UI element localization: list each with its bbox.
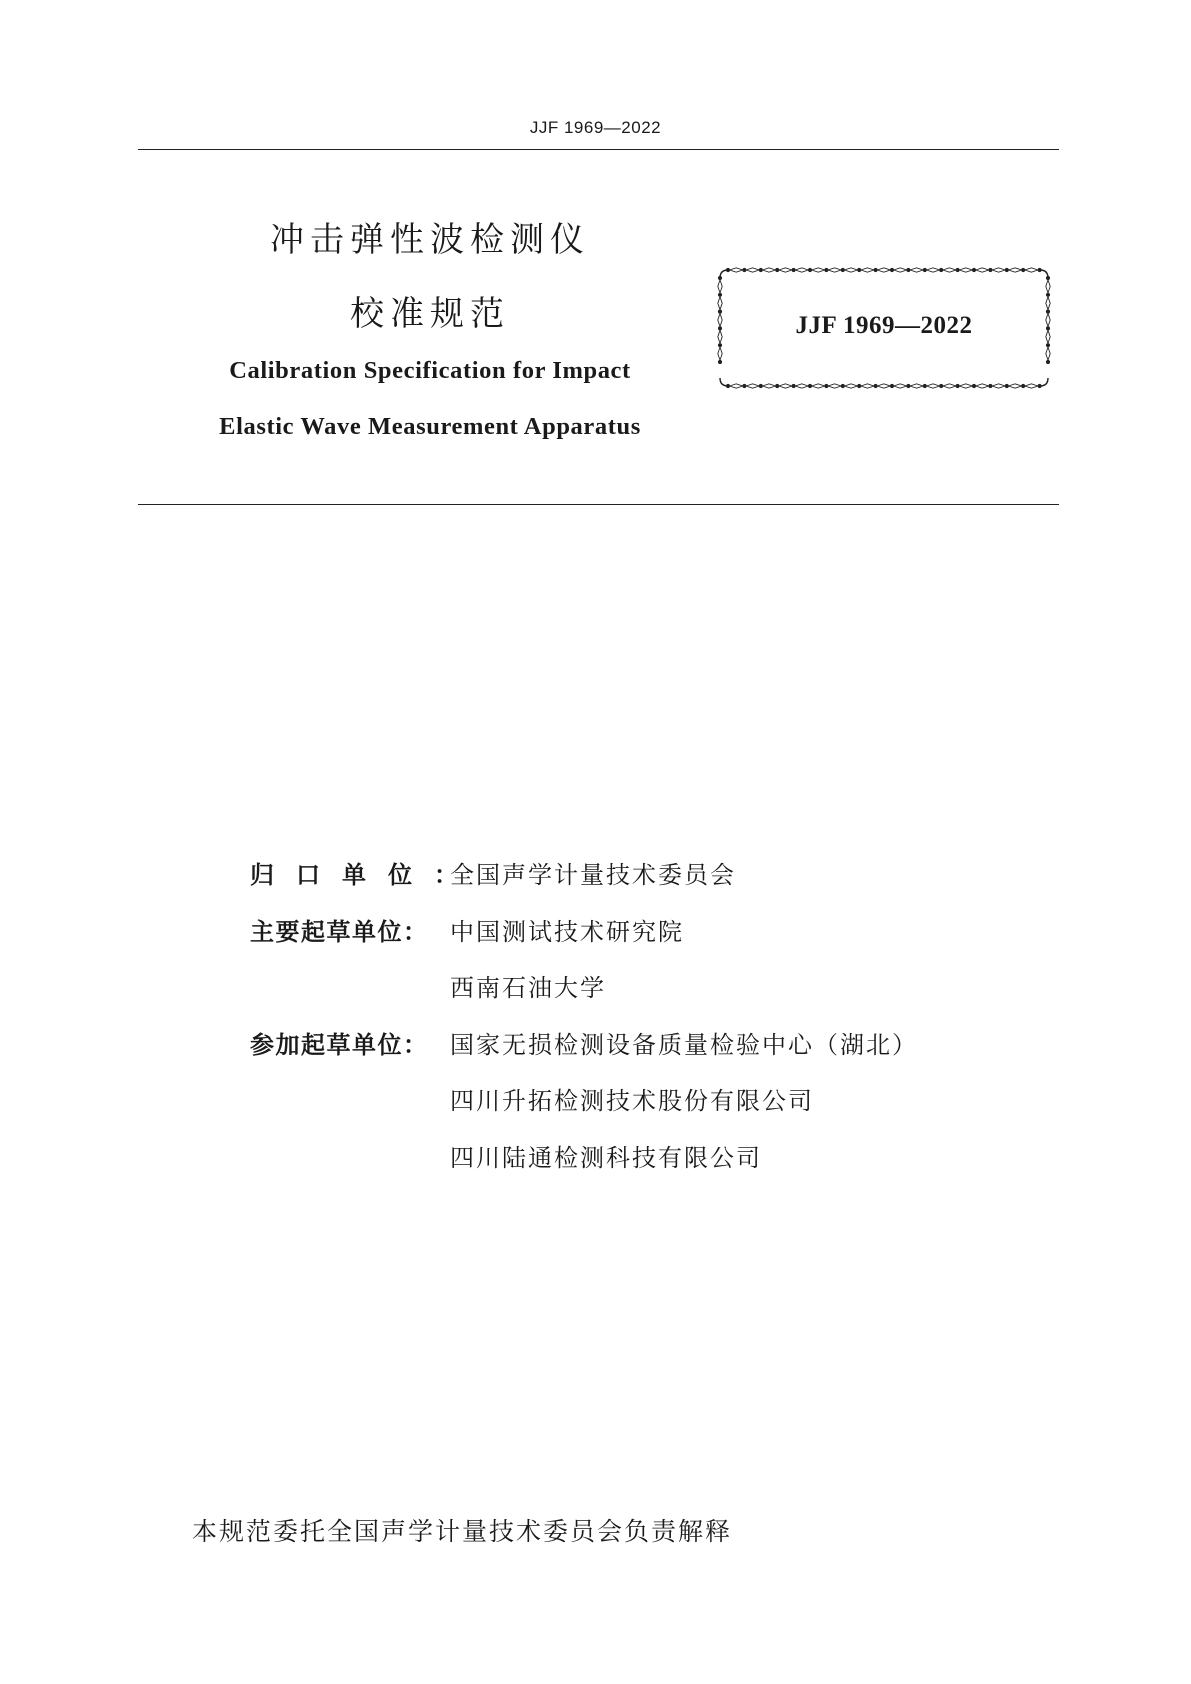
org-row-participating-cont-1 — [250, 1081, 1050, 1138]
org-label: 主要起草单位： — [250, 917, 429, 946]
org-value: 西南石油大学 — [450, 974, 606, 1002]
org-row-participating-cont-2 — [250, 1138, 1050, 1195]
org-value: 中国测试技术研究院 — [450, 917, 684, 946]
title-english-line-2: Elastic Wave Measurement Apparatus — [219, 413, 641, 440]
title-chinese-line-2: 校准规范 — [350, 294, 510, 334]
org-row-main-drafting-cont — [250, 968, 1050, 1025]
org-value: 四川升拓检测技术股份有限公司 — [450, 1087, 814, 1115]
middle-divider — [138, 504, 1059, 505]
title-english-line-1: Calibration Specification for Impact — [229, 357, 631, 384]
org-label: 归口单位： — [250, 861, 480, 889]
code-box — [714, 264, 1054, 392]
org-row-participating — [250, 1025, 1050, 1082]
org-value: 四川陆通检测科技有限公司 — [450, 1143, 762, 1172]
interpretation-note: 本规范委托全国声学计量技术委员会负责解释 — [192, 1517, 733, 1546]
code-box-label: JJF 1969—2022 — [795, 312, 973, 339]
organization-list — [250, 855, 1050, 1194]
org-value: 国家无损检测设备质量检验中心（湖北） — [450, 1030, 918, 1059]
org-row-main-drafting — [250, 912, 1050, 969]
top-divider — [138, 149, 1059, 150]
org-label: 参加起草单位： — [250, 1030, 429, 1059]
title-chinese-line-1: 冲击弹性波检测仪 — [270, 220, 590, 260]
org-value: 全国声学计量技术委员会 — [450, 861, 736, 889]
org-row-responsible — [250, 855, 1050, 912]
document-code-header: JJF 1969—2022 — [529, 118, 662, 137]
